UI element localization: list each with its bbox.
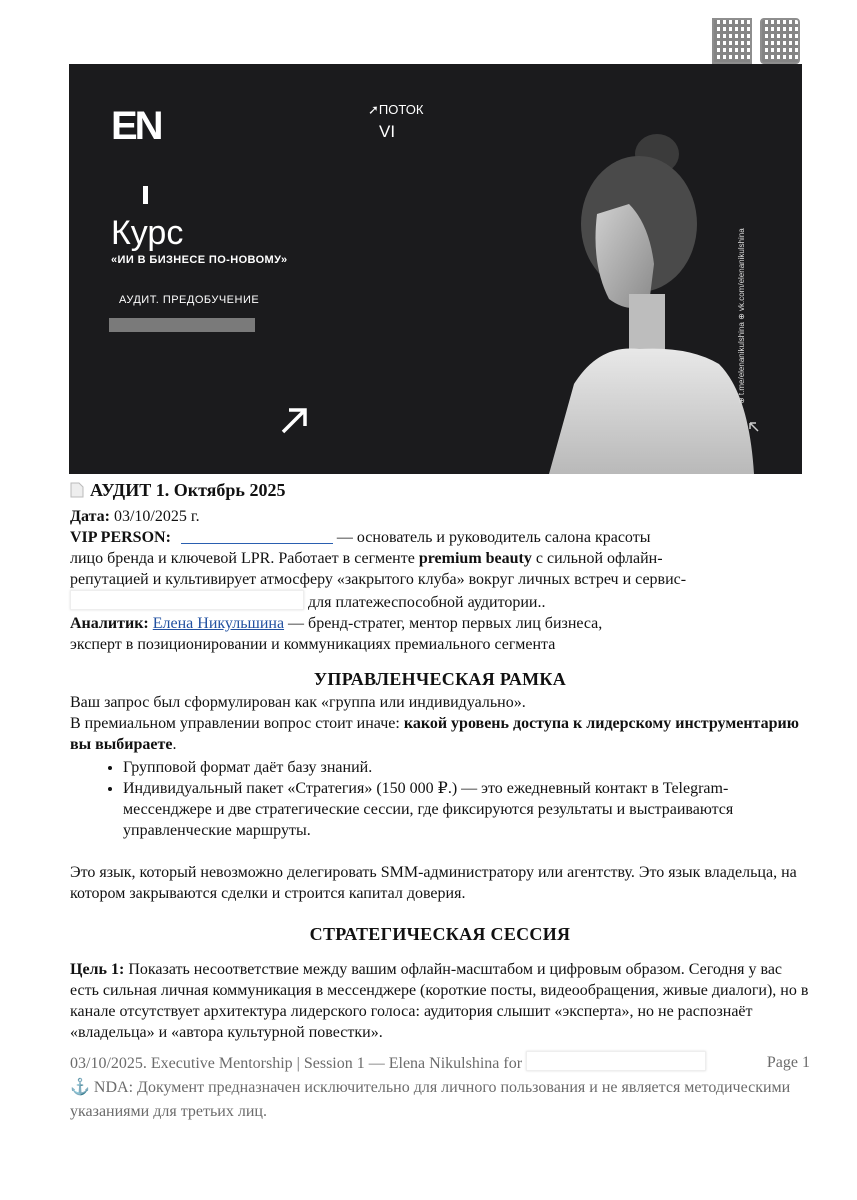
qr-code-image: [760, 18, 800, 64]
arrow-ne-small-icon: ➚: [368, 102, 379, 117]
bullet-list: [70, 757, 810, 841]
course-subtitle: «ИИ В БИЗНЕСЕ ПО-НОВОМУ»: [111, 254, 288, 266]
corner-arrow-icon: [747, 420, 761, 434]
redacted-bar: [109, 318, 255, 332]
stream-label: ➚ПОТОК: [368, 102, 424, 117]
course-title: Курс: [111, 214, 184, 252]
list-item: • Групповой формат даёт базу знаний.: [123, 757, 810, 778]
footer-session: 03/10/2025. Executive Mentorship | Session 1 — Elena Nikulshina for: [70, 1051, 706, 1076]
speaker-portrait-image: [479, 64, 759, 474]
page-number: Page 1: [766, 1054, 810, 1071]
goal-paragraph: Цель 1: Показать несоответствие между вашим офлайн-масштабом и цифровым образом. Сегодня у вас есть сильная личная коммуникация в мессенджере (короткие посты, видеообращения, живые диалоги), но в канале отсутствует архитектура лидерского голоса: аудитория слышит «эксперта», но не распознаёт «владельца» и «автора культурной повестки».: [70, 961, 809, 1041]
audit-heading: АУДИТ 1. Октябрь 2025: [70, 478, 810, 502]
page-footer: [70, 1051, 810, 1124]
document-page-icon: [70, 482, 84, 498]
section-title-management: УПРАВЛЕНЧЕСКАЯ РАМКА: [313, 669, 567, 689]
decorative-tick: [143, 186, 148, 204]
qr-code-image: [712, 18, 752, 64]
paragraph: Ваш запрос был сформулирован как «группа или индивидуально».: [70, 694, 526, 711]
redacted-name: [526, 1051, 706, 1071]
vip-line: VIP PERSON: — основатель и руководитель салона красоты: [70, 529, 651, 546]
date-line: Дата: 03/10/2025 г.: [70, 508, 200, 525]
social-links: ⊕ t.me/elenanikulshina ⊕ vk.com/elenanikulshina: [737, 228, 746, 404]
analyst-line: Аналитик: Елена Никульшина — бренд-стратег, ментор первых лиц бизнеса, эксперт в позиционировании и коммуникациях премиального сегмента: [70, 615, 603, 653]
analyst-link[interactable]: Елена Никульшина: [152, 615, 285, 632]
section-title-strategic: СТРАТЕГИЧЕСКАЯ СЕССИЯ: [309, 924, 571, 944]
paragraph: Это язык, который невозможно делегировать SMM-администратору или агентству. Это язык владельца, на котором закрываются сделки и строится капитал доверия.: [70, 864, 797, 902]
audit-label: АУДИТ. ПРЕДОБУЧЕНИЕ: [119, 294, 260, 306]
arrow-up-right-icon: [279, 404, 311, 436]
stream-number: VI: [379, 122, 396, 141]
anchor-icon: ⚓: [70, 1079, 90, 1096]
document-body: [70, 478, 810, 1124]
nda-note: ⚓ NDA: Документ предназначен исключительно для личного пользования и не является методическими указаниями для третьих лиц.: [70, 1079, 791, 1120]
redacted-name: [181, 527, 333, 544]
vip-description: лицо бренда и ключевой LPR. Работает в сегменте premium beauty с сильной офлайн- репутацией и культивирует атмосферу «закрытого клуба» вокруг личных встреч и сервис- для платежеспособной аудитории..: [70, 550, 687, 611]
brand-logo: EN: [111, 104, 161, 148]
list-item: • Индивидуальный пакет «Стратегия» (150 000 ₽.) — это ежедневный контакт в Telegram-мессенджере и две стратегические сессии, где фиксируются результаты и выстраиваются управленческие маршруты.: [123, 778, 810, 841]
paragraph: В премиальном управлении вопрос стоит иначе: какой уровень доступа к лидерскому инструментарию вы выбираете.: [70, 715, 799, 753]
redacted-text: [70, 590, 304, 610]
course-banner: [69, 64, 802, 474]
